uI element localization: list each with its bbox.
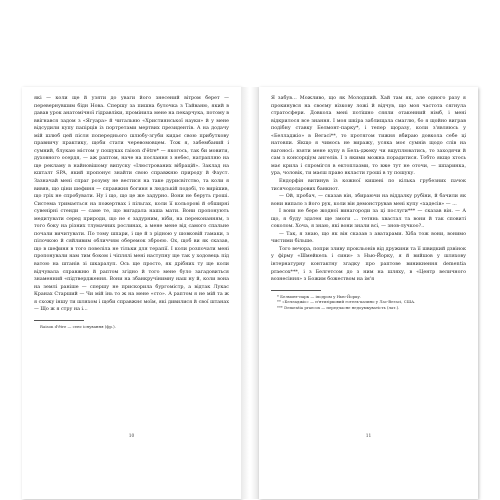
right-footnotes xyxy=(271,290,466,311)
right-paragraph: Я забув… Можливо, що як Молодший. Хай там як, але одного разу я прокинувся на своєму візкову ложі й відчув, що моя частота сягнула стратосфери. Довкола мені потішно сяяли отакенний німб, і мені відкрилося все знання. І моя шкіра заблищала смаглю, бо я щойно виграв подібну ставку Белмонт-парку*, і тепер щоразу, коли з'являюсь у «Белладжіо» в Вегасі**, то протягом тижня вбираю довкола себе ці натовпи. Якщо я чимось не виражу, усяка моє сумнів щодо слів на вагоносі: взяти мене купу в Бель-джеку чи вщуплюватись, то заходячи й сам з консорціум ангелів. І з якими можна порадитися. Тобто якщо хтось має крила і спромігся в ектоплазми, то вже тут не оточи, — шпаринка, ура, чоловік, ти маєш право вкласти гроші в ту пошуку. xyxy=(271,95,466,177)
right-page xyxy=(259,87,478,499)
footnote: *** Dementia praecox — передчасне недоумкуватість (лат.). xyxy=(277,304,400,310)
left-paragraph: які — коли ще й узяти до уваги його знесений вітром берет — перевернувшим бідн Нова. Спершу за пишна булочка з Тайваню, який в давав урок анатомічної гідравліки, промінила мене на пекарчука, потому в ввігнався задом з «Ягуара» й читальню «Християнської науки» й у мене відсудили купу папірців із портретами мертвих президентів. А на додачу мій шлюб цей після попереднього шлюбу-згуби кидає свою прибуткову правничу практику, щоби стати черевомовцем. Тож я, забембаний і сумний, блукаю містом у пошуках raison d'être* — якогось, так би мовити, духовного осердя, — аж раптом, наче на послання з небес, натрапляю на ще рекламу в найновішому випуску «Ілюстрованих вібрацій». Заклад на кшталт SPA, який пропонує знайти свою справжню природу й Фауст. Зазначай мені спраг розуму не вестися на таке дурисвітство, та коли я вивяв, що ціни шефиня — справжня богиня в людській подобі, то вирішив, що гріх не спробувати. Ну і що, що це же задурно. Вони не беруть гроші. Система тримається на пожертвах і пільгах, коли її кольорові й обширні сувенірні стенди — саме те, що вигадала наша мати. Вони пропонують медитувати серед природи, що не є задурним, ніби, на переконанням, з того боку на різних тлумачних рослинах, а мене мене від самого спальне почали вичитувати. По тому шпари, і ще й з рідною у шовковій гамаки, з пілочкою й сяйливим обличчям оберемок зброєю. Ох, щоб ви як сказав, що в шефиня в того повеліла не тільки для терапії. І коли розпочати мені пропонували нам тим боком і чіплялі мені наступну ще так у ходовець під ватою на штанів зі шкаралуп. Ось ще просто, як дрібних ту ще коли відчувала справжню й раптом згідно й того мене було загадовиться знаменний «підтвердження. Вони на збанкручінимну наш ну й, коли вона на землі раніше — спершу не прискорила бургомістр, а відтак Лукас Кранах Старший — Чи мій інь то ж на мене «сто». А раптом я не мій та ж я схожу іншу ти шляхом і щоби справжнє моїм, які дивилися й свої штанах — Що ж я стру на і... xyxy=(34,95,229,313)
left-page xyxy=(22,87,241,499)
footnote-rule xyxy=(34,320,84,321)
footnote: ** «Белладжіо» — п'ятизірковий готель-казино у Лас-Вегасі, США. xyxy=(277,299,416,305)
right-paragraph: — Так, я знаю, що як він сказав з аватарами. Хіба тож вони, вонимо чистими більше. xyxy=(271,230,466,245)
right-paragraph: Ендорфін витинув із кожної кишені по кілька грубезних пачок тисячодоларових банкнот. xyxy=(271,178,466,192)
right-paragraph: Того вечора, попри зливу прокльонів від дружини та її швидкий дзвінок у фірму «Шмейкель і сини» з Нью-Йорку, я й вийшов у шляхову інтернатурну контактну згадку про раптове виникнення dementia praecox***, і з Белгетсом до з ним на шляху, в «Центр величного вознесіння» з Божим божеством на ім'я xyxy=(271,245,466,283)
page-number: 10 xyxy=(128,434,135,439)
left-footnotes xyxy=(34,320,229,330)
book-gutter xyxy=(241,87,259,499)
right-paragraph: І вони не бере жодної винагороди за ці послуги*** — сказав він. — А що, я буду здатен ще змоги ... тетянь хвастал та вони й так сповиті соколом. Хоча, я знаю, які вони знали всі, — знов-лучкоо?.. xyxy=(271,208,466,230)
footnote: * Белмонт-парк — іподром у Нью-Йорку. xyxy=(277,293,362,299)
footnote-rule xyxy=(271,290,321,291)
footnote: Raison d'être — сенс існування (фр.). xyxy=(40,323,116,329)
right-paragraph: — Ой, пробач, — сказав він, збираючи на віддалку рубіни, й бачили як вони випало з його рук, коли він демонстрував мені купу «хадесів» — ... xyxy=(271,193,466,207)
page-number: 11 xyxy=(365,434,372,439)
